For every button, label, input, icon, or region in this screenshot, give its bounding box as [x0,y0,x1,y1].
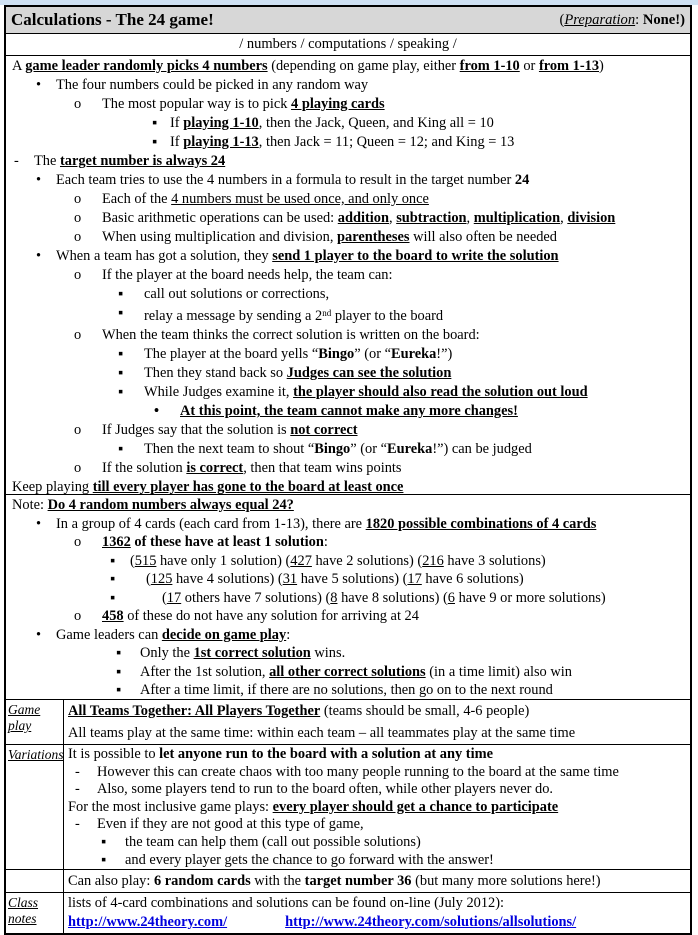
title-row [6,7,690,34]
text-line [67,746,690,764]
row-label-text: Class notes [8,895,39,926]
bullet-glyph: ▪ [118,346,124,362]
bullet-glyph: • [36,515,42,532]
bullet-glyph: • [154,403,160,419]
text-run: let anyone run to the board with a solution at any time [159,746,493,762]
text-run: !”) can be judged [432,441,532,457]
text-run: or [519,58,539,74]
bullet-glyph: o [74,191,82,207]
text-run: is correct [186,460,244,476]
bullet-glyph: o [74,229,82,245]
game-play-content [64,700,690,744]
text-run: 1362 [102,534,131,550]
row-label-text: Variations [8,747,64,762]
text-run: If the player at the board needs help, the team can: [102,267,393,283]
text-run: ( [146,571,151,587]
text-run: 1st correct solution [193,645,311,661]
text-run: ” (or “ [350,441,387,457]
skills-row [6,34,690,56]
bullet-glyph: ▪ [152,115,158,131]
text-run: with the [250,873,305,889]
text-run: If Judges say that the solution is [102,422,291,438]
text-run: However this can create chaos with too many people running to the board at the same time [97,763,619,780]
bullet-glyph: - [14,153,19,169]
text-run: (in a time limit) also win [425,663,572,680]
text-run: Each of the [102,191,172,207]
text-run: Preparation [564,11,636,28]
text-run: all other correct solutions [269,663,426,680]
bullet-glyph: ▪ [110,589,116,606]
text-run: Do 4 random numbers always equal 24? [47,497,294,513]
bullet-glyph: o [74,460,82,476]
bullet-glyph: o [74,534,82,550]
text-run: have 5 solutions) ( [297,571,408,587]
text-run: subtraction [396,210,467,226]
text-run: The [34,153,60,169]
text-run: relay a message by sending a 2 [144,308,323,324]
text-line [67,894,690,913]
text-run: 216 [422,552,444,569]
bullet-glyph: ▪ [101,833,107,850]
text-line [6,114,690,133]
text-run: division [567,210,616,226]
text-run: After the 1st solution, [140,663,270,680]
text-line [67,816,690,834]
bullet-glyph: - [75,816,80,833]
text-run: others have 7 solutions) ( [181,589,331,606]
page-title: Calculations - The 24 game! [11,10,214,29]
text-run: lists of 4-card combinations and solutions can be found on-line (July 2012): [68,895,505,911]
text-run: playing 1-13 [183,134,259,150]
bullet-glyph: • [36,77,42,93]
text-run: The four numbers could be picked in any random way [56,77,369,93]
text-run: Bingo [314,441,351,457]
text-run: of these do not have any solution for arriving at 24 [123,608,419,624]
bullet-glyph: ▪ [116,645,122,661]
text-run: , [560,210,568,226]
text-line [6,570,690,589]
text-run: When using multiplication and division, [102,229,338,245]
text-run: game leader randomly picks 4 numbers [25,58,268,74]
preparation-note [559,12,685,29]
text-run: have 3 solutions) [443,552,546,569]
text-line [6,345,690,364]
can-also-play-row [6,870,690,893]
row-label-empty [6,870,64,892]
text-run: 6 random cards [153,873,251,889]
text-line [559,12,685,28]
text-line [6,57,690,76]
text-line [6,421,690,440]
text-run: Even if they are not good at this type of game, [97,816,364,833]
text-line [6,589,690,608]
text-run: 17 [166,589,182,606]
text-run: have 9 or more solutions) [454,589,606,606]
text-run: till every player has gone to the board at least once [92,479,404,495]
text-run: , then the Jack, Queen, and King all = 10 [258,115,494,131]
text-run: of these have at least 1 solution [134,534,324,550]
text-line [6,607,690,626]
main-rules-section [6,56,690,495]
bullet-glyph: ▪ [116,663,122,680]
text-run: have 8 solutions) ( [337,589,448,606]
text-run: While Judges examine it, [144,384,294,400]
text-line [67,834,690,852]
text-run: Then the next team to shout “ [144,441,315,457]
text-run: Only the [140,645,194,661]
text-run: the player should also read the solution out loud [293,384,588,400]
text-line [6,133,690,152]
text-run: It is possible to [68,746,160,762]
text-line [6,364,690,383]
bullet-glyph: ▪ [118,365,124,381]
bullet-glyph: ▪ [110,571,116,587]
text-line [6,681,690,700]
text-run: The most popular way is to pick [102,96,292,112]
text-line [6,247,690,266]
text-run: , then that team wins points [243,460,402,476]
text-line [6,266,690,285]
text-run: have 2 solutions) ( [311,552,423,569]
text-run: target number 36 [304,873,412,889]
text-line [6,644,690,663]
text-run: Then they stand back so [144,365,287,381]
text-run: 458 [102,608,124,624]
text-run: : [286,626,291,643]
text-run: ( [130,552,135,569]
text-run: After a time limit, if there are no solutions, then go on to the next round [140,682,553,698]
text-line [67,852,690,869]
text-run: not correct [290,422,358,438]
text-run: have only 1 solution) ( [156,552,291,569]
text-line [239,36,456,52]
text-line [6,304,690,326]
text-line [67,799,690,817]
text-run: At this point, the team cannot make any more changes! [180,403,518,419]
text-run: 4 numbers must be used once, and only once [171,191,429,207]
text-run: Eureka [387,441,433,457]
text-run: 17 [407,571,422,587]
text-line [6,402,690,421]
text-run: multiplication [473,210,561,226]
text-line [67,871,690,892]
text-run: ( [162,589,167,606]
bullet-glyph: ▪ [118,305,124,321]
text-run: send 1 player to the board to write the solution [272,248,559,264]
text-run: When a team has got a solution, they [56,248,273,264]
text-run: In a group of 4 cards (each card from 1-13), there are [56,515,366,532]
class-notes-row [6,893,690,933]
row-label-text: Game play [8,702,41,733]
bullet-glyph: • [36,626,42,643]
text-run: If [170,115,184,131]
text-run: / numbers / computations / speaking / [239,36,457,52]
text-run: !”) [436,346,453,362]
text-line [6,171,690,190]
text-run: , [388,210,397,226]
bullet-glyph: ▪ [118,441,124,457]
class-notes-content [64,893,690,933]
bullet-glyph: ▪ [152,134,158,150]
bullet-glyph: - [75,781,80,798]
variations-row [6,745,690,870]
text-run: (but many more solutions here!) [411,873,601,889]
text-line [6,209,690,228]
can-also-play-content [64,870,690,892]
text-run: 1820 possible combinations of 4 cards [365,515,597,532]
bullet-glyph: o [74,267,82,283]
text-run: (teams should be small, 4-6 people) [320,703,530,719]
text-line [67,723,690,745]
text-run: : [323,534,328,550]
text-run: target number is always 24 [59,153,226,169]
text-run: and every player gets the chance to go forward with the answer! [125,851,494,868]
text-run: player to the board [331,308,444,324]
text-run: 24 [514,172,530,188]
text-line [6,515,690,534]
text-line [6,76,690,95]
text-run: : [635,11,643,28]
note-section [6,495,690,700]
text-run: 515 [134,552,157,569]
text-run: For the most inclusive game plays: [68,798,273,815]
text-run: If the solution [102,460,187,476]
text-run: Eureka [390,346,437,362]
text-run: Game leaders can [56,626,162,643]
text-run: 427 [290,552,312,569]
bullet-glyph: o [74,422,82,438]
text-run: Each team tries to use the 4 numbers in a formula to result in the target number [56,172,515,188]
text-run: will also often be needed [409,229,557,245]
text-run: parentheses [337,229,410,245]
text-run: Also, some players tend to run to the board often, while other players never do. [97,781,553,798]
text-line [6,383,690,402]
text-run: the team can help them (call out possible solutions) [125,833,421,850]
text-run: , then Jack = 11; Queen = 12; and King = 13 [258,134,515,150]
rules-table [4,5,692,935]
row-label-game-play [6,700,64,744]
text-run: 31 [282,571,298,587]
variations-content [64,745,690,869]
bullet-glyph: o [74,327,82,343]
bullet-glyph: ▪ [101,851,107,868]
text-run: addition [337,210,389,226]
bullet-glyph: o [74,210,82,226]
text-run: ) [599,58,604,74]
text-run: The player at the board yells “ [144,346,319,362]
text-run: ” (or “ [354,346,391,362]
text-run: from 1-13 [538,58,600,74]
text-run: All teams play at the same time: within each team – all teammates play at the same time [68,724,576,741]
text-line [6,626,690,645]
row-label-class-notes [6,893,64,933]
bullet-glyph: o [74,96,82,112]
bullet-glyph: ▪ [118,286,124,302]
text-line [6,459,690,478]
hyperlink[interactable]: http://www.24theory.com/solutions/allsolutions/ [285,914,577,931]
text-run: When the team thinks the correct solution is written on the board: [102,327,480,343]
text-run: wins. [310,645,346,661]
text-line [67,701,690,723]
text-line [6,228,690,247]
text-run: nd [322,308,332,318]
text-run: from 1-10 [459,58,520,74]
bullet-glyph: ▪ [110,552,116,569]
bullet-glyph: • [36,172,42,188]
text-line [6,190,690,209]
text-run: 8 [330,589,338,606]
bullet-glyph: - [75,763,80,780]
game-play-row [6,700,690,745]
text-line [6,152,690,171]
text-run: decide on game play [161,626,287,643]
hyperlink[interactable]: http://www.24theory.com/ [68,914,228,931]
text-run: Can also play: [68,873,154,889]
text-run: Judges can see the solution [286,365,452,381]
row-label-variations [6,745,64,869]
text-run: (depending on game play, either [267,58,460,74]
text-run: A [12,58,26,74]
text-run: Basic arithmetic operations can be used: [102,210,338,226]
bullet-glyph: • [36,248,42,264]
bullet-glyph: o [74,608,82,624]
text-run: All Teams Together: All Players Together [68,703,321,719]
text-line [6,326,690,345]
text-line [6,663,690,682]
text-run: 6 [447,589,455,606]
text-line [67,764,690,782]
text-run: Bingo [318,346,355,362]
text-line [67,913,690,932]
text-line [6,533,690,552]
text-run: ( [559,11,565,28]
text-run: Keep playing [12,479,93,495]
text-run: playing 1-10 [183,115,259,131]
text-line [6,285,690,304]
text-run: have 6 solutions) [421,571,524,587]
text-line [67,781,690,799]
text-run: 125 [150,571,173,587]
text-line [6,496,690,515]
text-run: Note: [12,497,48,513]
text-run: , [466,210,474,226]
text-line [6,552,690,571]
text-run: call out solutions or corrections, [144,286,330,302]
text-run: 4 playing cards [291,96,385,112]
text-line [6,478,690,495]
bullet-glyph: ▪ [118,384,124,400]
text-run: None!) [642,11,685,28]
text-run: If [170,134,184,150]
text-line [6,440,690,459]
bullet-glyph: ▪ [116,682,122,698]
text-run: have 4 solutions) ( [172,571,283,587]
text-run: every player should get a chance to participate [272,798,559,815]
text-line [6,95,690,114]
